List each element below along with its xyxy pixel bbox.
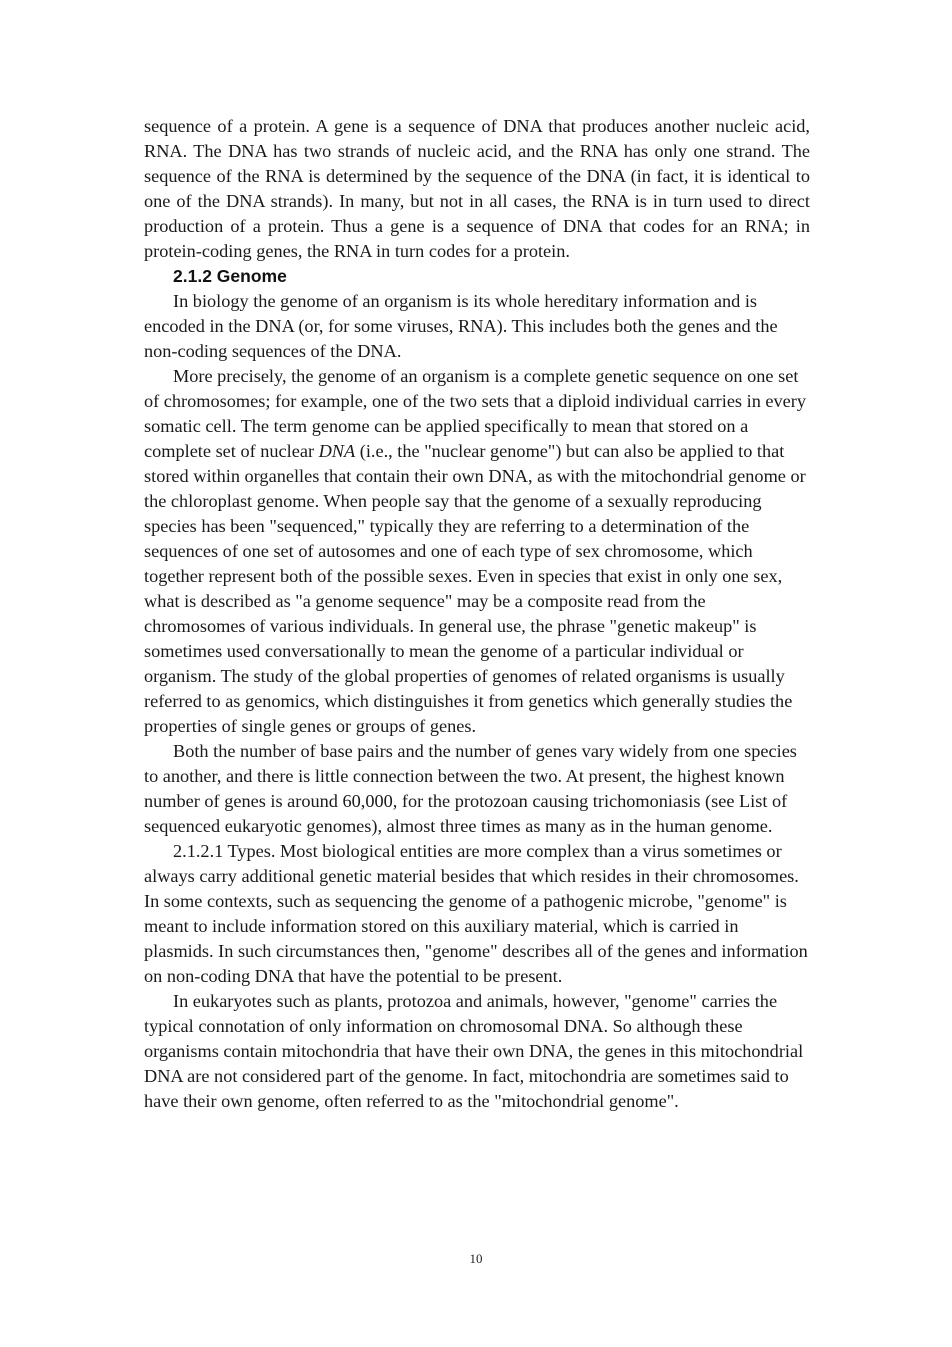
paragraph-text: More precisely, the genome of an organism is a complete genetic sequence on one set of chromosomes; for example, one of the two sets that a diploid individual carries in every somatic cell. The term genome can be applied specifically to mean that stored on a complete set of nuclear: [144, 366, 807, 461]
base-pairs-paragraph: Both the number of base pairs and the number of genes vary widely from one species to another, and there is little connection between the two. At present, the highest known number of genes is around 60,000, for the protozoan causing trichomoniasis (see List of sequenced eukaryotic genomes), almost three times as many as in the human genome.: [144, 741, 797, 836]
eukaryotes-paragraph: In eukaryotes such as plants, protozoa and animals, however, "genome" carries the typical connotation of only information on chromosomal DNA. So although these organisms contain mitochondria that have their own DNA, the genes in this mitochondrial DNA are not considered part of the genome. In fact, mitochondria are sometimes said to have their own genome, often referred to as the "mitochondrial genome".: [144, 991, 804, 1111]
genome-definition-paragraph: In biology the genome of an organism is its whole hereditary information and is encoded in the DNA (or, for some viruses, RNA). This includes both the genes and the non-coding sequences of the DNA.: [144, 291, 778, 361]
paragraph-text: (i.e., the "nuclear genome") but can also be applied to that stored within organelles that contain their own DNA, as with the mitochondrial genome or the chloroplast genome. When people say that the genome of a sexually reproducing species has been "sequenced," typically they are referring to a determination of the sequences of one set of autosomes and one of each type of sex chromosome, which together represent both of the possible sexes. Even in species that exist in only one sex, what is described as "a genome sequence" may be a composite read from the chromosomes of various individuals. In general use, the phrase "genetic makeup" is sometimes used conversationally to mean the genome of a particular individual or organism. The study of the global properties of genomes of related organisms is usually referred to as genomics, which distinguishes it from genetics which generally studies the properties of single genes or groups of genes.: [144, 441, 806, 736]
page-number: 10: [469, 1251, 483, 1266]
types-paragraph: 2.1.2.1 Types. Most biological entities are more complex than a virus sometimes or always carry additional genetic material besides that which resides in their chromosomes. In some contexts, such as sequencing the genome of a pathogenic microbe, "genome" is meant to include information stored on this auxiliary material, which is carried in plasmids. In such circumstances then, "genome" describes all of the genes and information on non-coding DNA that have the potential to be present.: [144, 841, 808, 986]
section-heading: 2.1.2 Genome: [173, 266, 287, 286]
genome-precise-paragraph: [144, 364, 810, 739]
continued-paragraph: sequence of a protein. A gene is a sequence of DNA that produces another nucleic acid, RNA. The DNA has two strands of nucleic acid, and the RNA has only one strand. The sequence of the RNA is determined by the sequence of the DNA (in fact, it is identical to one of the DNA strands). In many, but not in all cases, the RNA is in turn used to direct production of a protein. Thus a gene is a sequence of DNA that codes for an RNA; in protein-coding genes, the RNA in turn codes for a protein.: [144, 116, 810, 261]
italic-term: DNA: [318, 441, 356, 461]
document-page: [144, 114, 810, 1114]
